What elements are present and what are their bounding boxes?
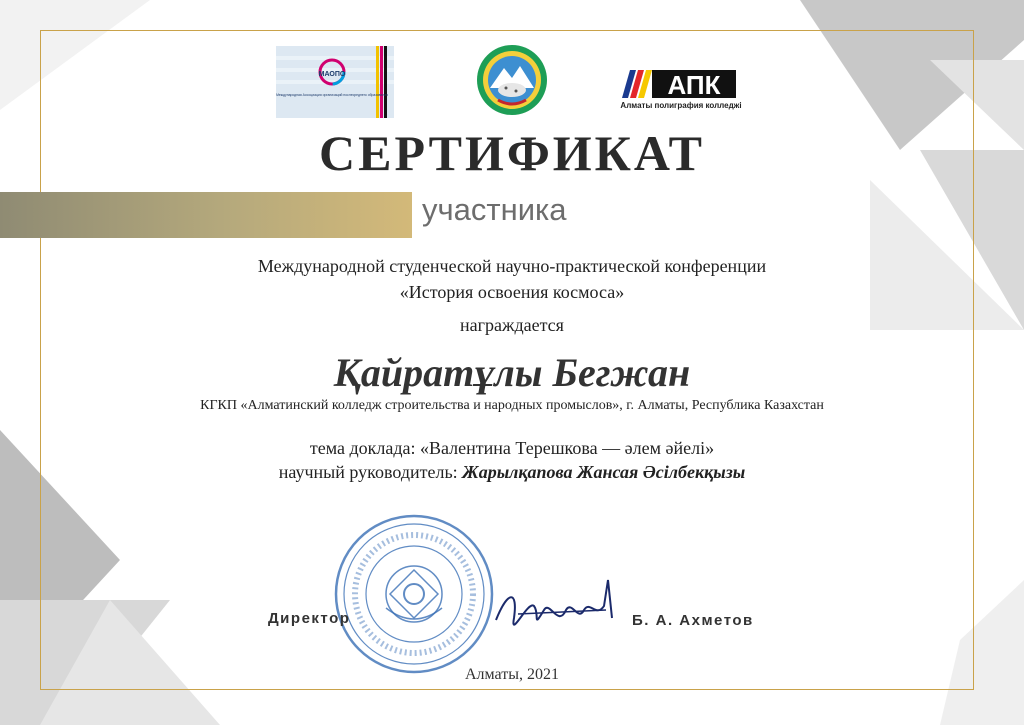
awarded-text: награждается	[460, 315, 564, 335]
director-signature	[488, 570, 628, 650]
report-topic: тема доклада: «Валентина Терешкова — әлем әйелі»	[309, 438, 715, 458]
apk-logo-caption: Алматы полиграфия колледжі	[620, 101, 742, 110]
supervisor-line	[0, 462, 1024, 483]
certificate-title: СЕРТИФИКАТ	[318, 125, 705, 181]
recipient-name: Қайратұлы Бегжан	[333, 350, 691, 395]
apk-logo-text: АПК	[667, 70, 721, 100]
director-name: Б. А. Ахметов	[632, 612, 754, 629]
organization-text: КГКП «Алматинский колледж строительства и народных промыслов», г. Алматы, Республика Казахстан	[200, 398, 824, 413]
conference-line-1: Международной студенческой научно-практической конференции	[257, 256, 767, 276]
city-year: Алматы, 2021	[465, 666, 559, 683]
certificate-subtitle: участника	[422, 192, 567, 227]
conference-line-2: «История освоения космоса»	[399, 282, 625, 302]
gold-accent-bar	[0, 192, 412, 238]
maopo-logo-caption: Международная Ассоциация организаций послесреднего образования	[276, 93, 388, 97]
almaty-emblem	[476, 44, 548, 116]
official-seal-stamp	[330, 512, 498, 676]
supervisor-label: научный руководитель:	[278, 462, 463, 482]
director-label: Директор	[268, 610, 351, 627]
maopo-logo	[276, 46, 394, 118]
maopo-logo-text: МАОПО	[318, 71, 346, 78]
supervisor-name: Жарылқапова Жансая Әсілбекқызы	[462, 462, 746, 482]
